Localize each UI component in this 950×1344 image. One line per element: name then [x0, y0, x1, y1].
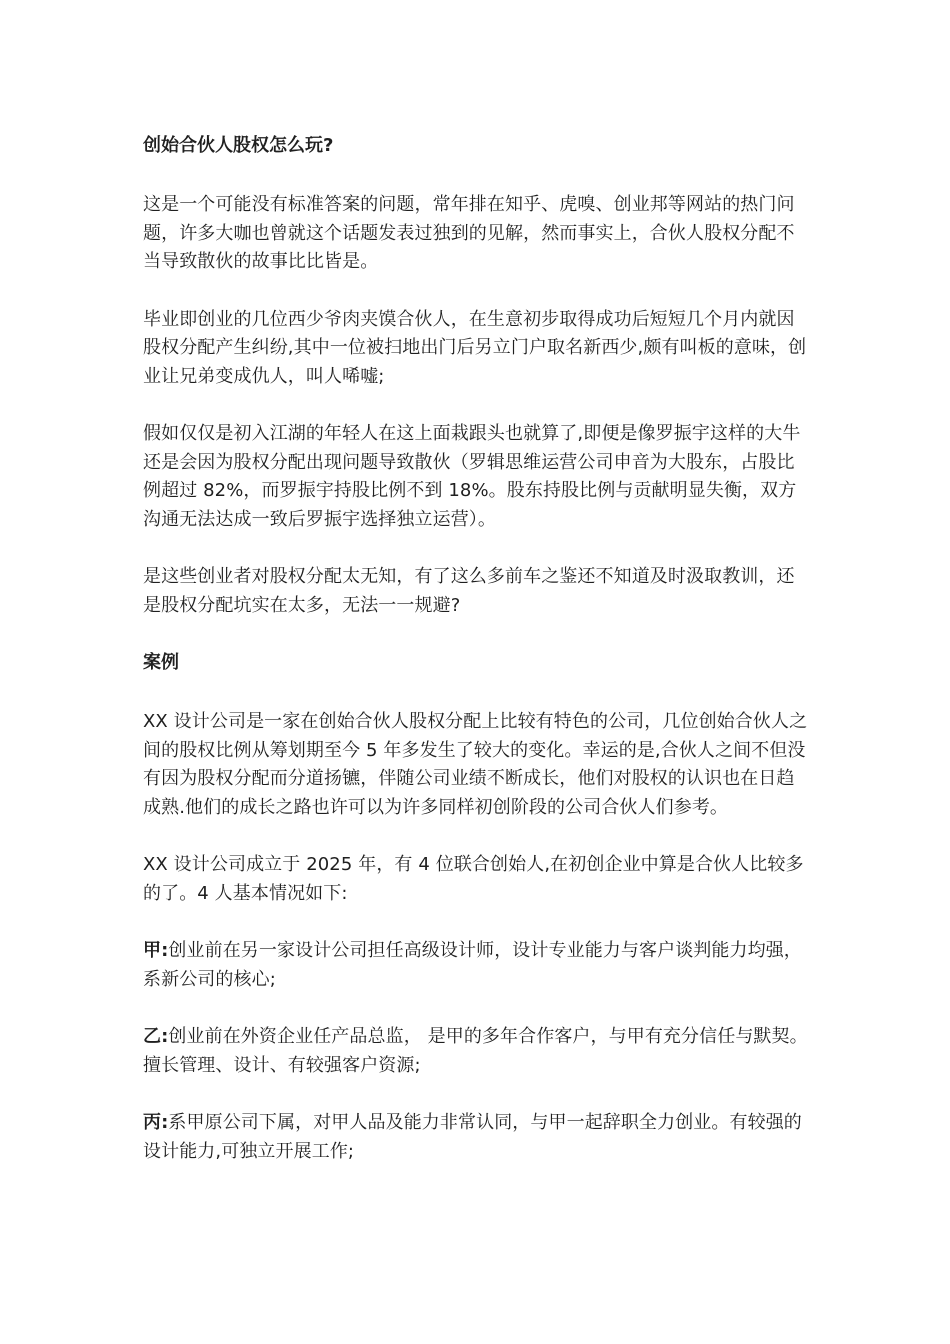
document-body	[143, 132, 811, 1166]
partner-label: 乙:	[143, 1026, 169, 1047]
document-title: 创始合伙人股权怎么玩?	[143, 135, 334, 156]
partner-item	[143, 1109, 811, 1166]
paragraph-luozhenyu: 假如仅仅是初入江湖的年轻人在这上面栽跟头也就算了,即便是像罗振宇这样的大牛还是会因为股权分配出现问题导致散伙（罗辑思维运营公司申音为大股东，占股比例超过 82%，而罗振宇持股比例不到 18%。股东持股比例与贡献明显失衡，双方沟通无法达成一致后罗振宇选择独立运营）。	[143, 423, 801, 530]
partner-item	[143, 937, 811, 994]
partner-item	[143, 1023, 811, 1080]
section-title-case: 案例	[143, 652, 179, 673]
partner-text: 系甲原公司下属，对甲人品及能力非常认同，与甲一起辞职全力创业。有较强的设计能力,可独立开展工作;	[143, 1112, 802, 1162]
paragraph-xishaoye: 毕业即创业的几位西少爷肉夹馍合伙人，在生意初步取得成功后短短几个月内就因股权分配产生纠纷,其中一位被扫地出门后另立门户取名新西少,颇有叫板的意味，创业让兄弟变成仇人，叫人唏嘘;	[143, 308, 807, 387]
paragraph-case-intro: XX 设计公司是一家在创始合伙人股权分配上比较有特色的公司，几位创始合伙人之间的股权比例从筹划期至今 5 年多发生了较大的变化。幸运的是,合伙人之间不但没有因为股权分配而分道扬镳，伴随公司业绩不断成长，他们对股权的认识也在日趋成熟.他们的成长之路也许可以为许多同样初创阶段的公司合伙人们参考。	[143, 711, 808, 818]
paragraph-intro: 这是一个可能没有标准答案的问题，常年排在知乎、虎嗅、创业邦等网站的热门问题，许多大咖也曾就这个话题发表过独到的见解，然而事实上，合伙人股权分配不当导致散伙的故事比比皆是。	[143, 194, 795, 272]
paragraph-case-founders: XX 设计公司成立于 2025 年，有 4 位联合创始人,在初创企业中算是合伙人比较多的了。4 人基本情况如下:	[143, 854, 804, 904]
partner-label: 丙:	[143, 1112, 169, 1133]
partner-text: 创业前在另一家设计公司担任高级设计师，设计专业能力与客户谈判能力均强，系新公司的核心;	[143, 940, 802, 990]
partner-text: 创业前在外资企业任产品总监， 是甲的多年合作客户，与甲有充分信任与默契。擅长管理、设计、有较强客户资源;	[143, 1026, 808, 1076]
paragraph-question: 是这些创业者对股权分配太无知，有了这么多前车之鉴还不知道及时汲取教训，还是股权分配坑实在太多，无法一一规避?	[143, 566, 795, 616]
partner-label: 甲:	[143, 940, 169, 961]
